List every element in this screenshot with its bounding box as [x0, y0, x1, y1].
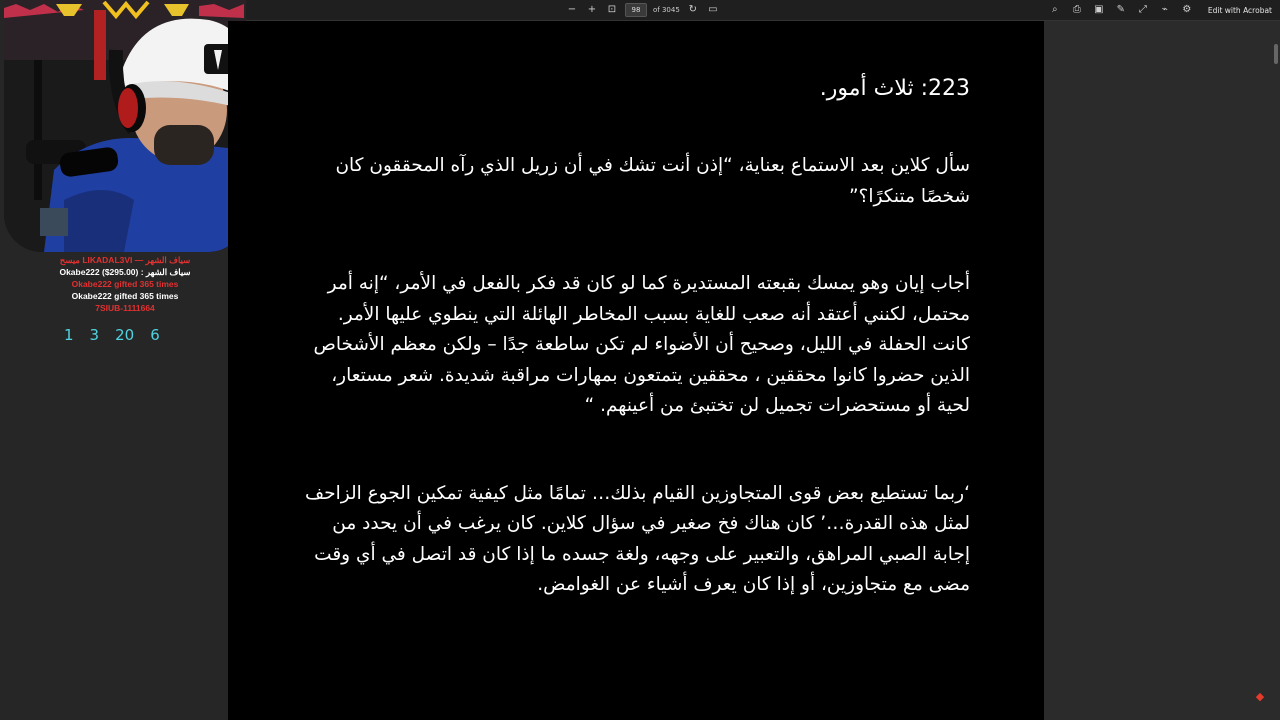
counter-2: 3	[89, 326, 100, 344]
print-icon[interactable]: ⎙	[1072, 4, 1081, 15]
paragraph-3: ‘ربما تستطيع بعض قوى المتجاوزين القيام بذلك… تمامًا مثل كيفية تمكين الجوع الزاحف لمثل هذه القدرة…’ كان هناك فخ صغير في سؤال كلاين. كان يرغب في أن يحدد من إجابة الصبي المراهق، والتعبير على وجهه، ولغة جسده ما إذا كان قد اتصل في أي وقت مضى مع متجاوزين، أو إذا كان يعرف أشياء عن الغوامض.	[305, 482, 970, 595]
paragraph-2: أجاب إيان وهو يمسك بقبعته المستديرة كما لو كان قد فكر بالفعل في الأمر، “إنه أمر محتمل، لكنني أعتقد أنه صعب للغاية بسبب المخاطر الهائلة التي ينطوي عليها الأمر. كانت الحفلة في الليل، وصحيح أن الأضواء لم تكن ساطعة جدًا – ولكن معظم الأشخاص الذين حضروا كانوا محققين ، محققين يتمتعون بمهارات مراقبة شديدة. شعر مستعار، لحية أو مستحضرات تجميل لن تختبئ من أعينهم. “	[313, 273, 970, 416]
save-icon[interactable]: ▣	[1094, 4, 1104, 15]
sign-icon[interactable]: ✎	[1116, 4, 1126, 15]
page-navigation	[565, 2, 720, 18]
page-view-icon[interactable]: ▭	[708, 4, 718, 15]
stream-stats	[20, 254, 230, 314]
stream-code-line: 7SIUB-1111664	[95, 303, 155, 313]
page-total-label: of 3045	[653, 6, 680, 14]
gift-line-white: Okabe222 gifted 365 times	[71, 291, 179, 301]
monthly-sponsor-line: Okabe222 ($295.00) : سياف الشهر	[59, 267, 191, 277]
attach-icon[interactable]: ⌁	[1161, 4, 1168, 15]
counter-3: 20	[115, 326, 135, 344]
edit-with-acrobat-button[interactable]: Edit with Acrobat	[1207, 5, 1272, 15]
paragraph-1: سأل كلاين بعد الاستماع بعناية، “إذن أنت تشك في أن زريل الذي رآه المحققون كان شخصًا متنكرًا؟”	[335, 155, 970, 207]
stream-counters	[64, 326, 160, 344]
webcam-feed	[4, 0, 246, 252]
gift-line-red: Okabe222 gifted 365 times	[71, 279, 179, 289]
counter-4: 6	[150, 326, 160, 344]
zoom-out-icon[interactable]: −	[567, 4, 577, 15]
vertical-scrollbar[interactable]	[1274, 44, 1278, 64]
acrobat-logo-icon[interactable]: ◆	[1255, 690, 1265, 703]
fit-page-icon[interactable]: ⊡	[607, 4, 617, 15]
pdf-page	[228, 21, 1044, 720]
expand-icon[interactable]: ⤢	[1138, 4, 1147, 15]
rotate-icon[interactable]: ↻	[688, 4, 697, 15]
top-donor-line: ميسح LIKADAL3VI — سياف الشهر	[59, 255, 191, 265]
chapter-heading: 223: ثلاث أمور.	[819, 76, 970, 101]
settings-gear-icon[interactable]: ⚙	[1182, 4, 1192, 15]
toolbar-right-group	[1048, 2, 1272, 18]
zoom-in-icon[interactable]: +	[587, 4, 597, 15]
search-icon[interactable]: ⌕	[1052, 4, 1058, 15]
counter-1: 1	[64, 326, 74, 344]
page-content	[302, 69, 970, 658]
webcam-illustration	[4, 0, 246, 252]
stream-overlay	[0, 0, 246, 720]
page-number-input[interactable]: 98	[625, 3, 647, 17]
